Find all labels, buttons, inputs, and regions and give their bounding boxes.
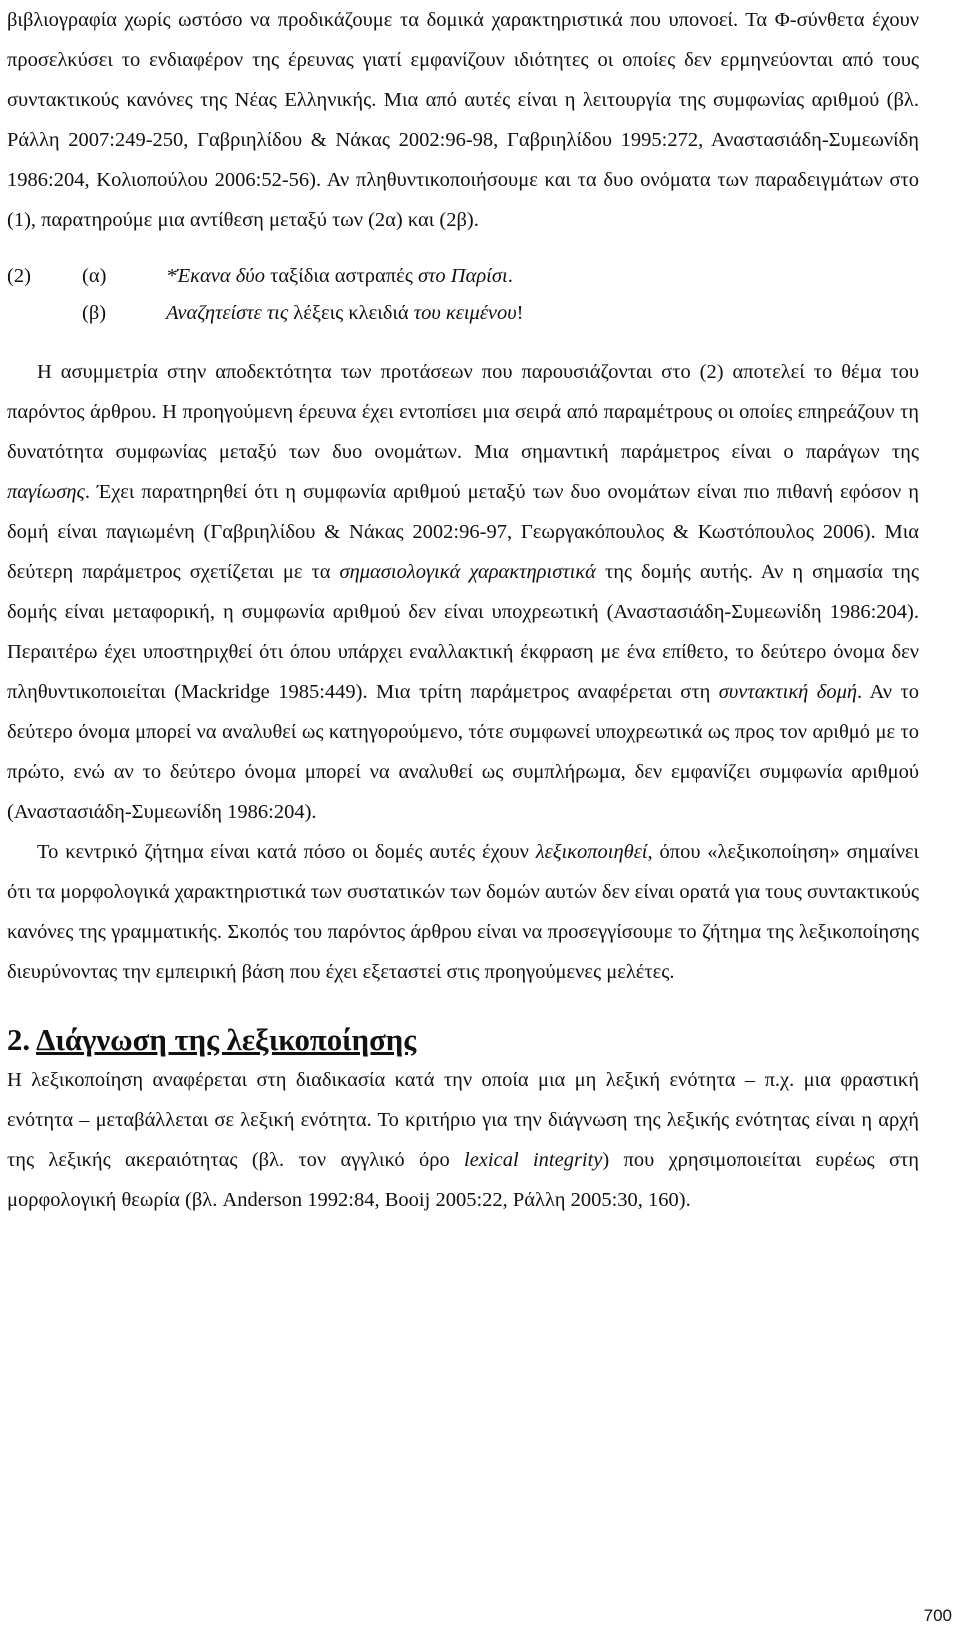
paragraph-intro-text: βιβλιογραφία χωρίς ωστόσο να προδικάζουμε τα δομικά χαρακτηριστικά που υπονοεί. Τα Φ-σύνθετα έχουν προσελκύσει το ενδιαφέρον της έρευνας γιατί εμφανίζουν ιδιότητες οι οποίες δεν ερμηνεύονται από τους συντακτικούς κανόνες της Νέας Ελληνικής. Μια από αυτές είναι η λειτουργία της συμφωνίας αριθμού (βλ. Ράλλη 2007:249-250, Γαβριηλίδου & Νάκας 2002:96-98, Γαβριηλίδου 1995:272, Αναστασιάδη-Συμεωνίδη 1986:204, Κολιοπούλου 2006:52-56). Αν πληθυντικοποιήσουμε και τα δυο ονόματα των παραδειγμάτων στο (1), παρατηρούμε μια αντίθεση μεταξύ των (2α) και (2β).	[7, 9, 919, 231]
paragraph-parameters-text-4: . Αν το δεύτερο όνομα μπορεί να αναλυθεί ως κατηγορούμενο, τότε συμφωνεί υποχρεωτικά ως προς τον αριθμό με το πρώτο, ενώ αν το δεύτερο όνομα μπορεί να αναλυθεί ως συμπλήρωμα, δεν εμφανίζει συμφωνία αριθμού (Αναστασιάδη-Συμεωνίδη 1986:204).	[7, 681, 919, 823]
example-a-part1: *Έκανα δύο	[166, 265, 265, 287]
example-a-part2: ταξίδια αστραπές	[264, 265, 418, 287]
document-page	[7, 0, 919, 1220]
paragraph-lexicalization	[7, 832, 919, 992]
paragraph-lexicalization-text-1: Το κεντρικό ζήτημα είναι κατά πόσο οι δομές αυτές έχουν	[37, 841, 536, 863]
example-a-part3: στο Παρίσι	[417, 265, 508, 287]
example-row-a	[7, 258, 919, 295]
term-syntactic-structure: συντακτική δομή	[718, 681, 858, 703]
paragraph-parameters-text-3: της δομής αυτής. Αν η σημασία της δομής είναι μεταφορική, η συμφωνία αριθμού δεν είναι υποχρεωτική (Αναστασιάδη-Συμεωνίδη 1986:204). Περαιτέρω έχει υποστηριχθεί ότι όπου υπάρχει εναλλακτική έκφραση με ένα επίθετο, το δεύτερο όνομα δεν πληθυντικοποιείται (Mackridge 1985:449). Μια τρίτη παράμετρος αναφέρεται στη	[7, 561, 919, 703]
paragraph-intro	[7, 0, 919, 240]
term-lexical-integrity: lexical integrity	[464, 1149, 603, 1171]
example-a-part4: .	[507, 265, 513, 287]
term-semantic-features: σημασιολογικά χαρακτηριστικά	[339, 561, 596, 583]
paragraph-parameters-text-1: Η ασυμμετρία στην αποδεκτότητα των προτάσεων που παρουσιάζονται στο (2) αποτελεί το θέμα του παρόντος άρθρου. Η προηγούμενη έρευνα έχει εντοπίσει μια σειρά από παραμέτρους οι οποίες επηρεάζουν τη δυνατότητα συμφωνίας μεταξύ των δυο ονομάτων. Μια σημαντική παράμετρος είναι ο παράγων της	[7, 361, 919, 463]
example-block	[7, 258, 919, 332]
example-label-b: (β)	[82, 302, 107, 324]
paragraph-diagnosis-text-2: ) που χρησιμοποιείται ευρέως στη μορφολογική θεωρία (βλ. Anderson 1992:84, Booij 2005:22, Ράλλη 2005:30, 160).	[7, 1149, 919, 1211]
section-title: Διάγνωση της λεξικοποίησης	[36, 1023, 417, 1057]
section-number: 2.	[7, 1023, 31, 1057]
section-heading	[7, 1020, 919, 1060]
spacer	[7, 992, 919, 1020]
paragraph-parameters	[7, 352, 919, 832]
page-number: 700	[923, 1606, 952, 1625]
example-row-b	[7, 295, 919, 332]
example-number: (2)	[7, 265, 31, 287]
paragraph-diagnosis-text-1: Η λεξικοποίηση αναφέρεται στη διαδικασία κατά την οποία μια μη λεξική ενότητα – π.χ. μια φραστική ενότητα – μεταβάλλεται σε λεξική ενότητα. Το κριτήριο για την διάγνωση της λεξικής ενότητας είναι η αρχή της λεξικής ακεραιότητας (βλ. τον αγγλικό όρο	[7, 1069, 919, 1171]
paragraph-lexicalization-text-2: , όπου «λεξικοποίηση» σημαίνει ότι τα μορφολογικά χαρακτηριστικά των συστατικών των δομών αυτών δεν είναι ορατά για τους συντακτικούς κανόνες της γραμματικής. Σκοπός του παρόντος άρθρου είναι να προσεγγίσουμε το ζήτημα της λεξικοποίησης διευρύνοντας την εμπειρική βάση που έχει εξεταστεί στις προηγούμενες μελέτες.	[7, 841, 919, 983]
term-pagiosi: παγίωσης	[7, 481, 85, 503]
paragraph-parameters-text-2: . Έχει παρατηρηθεί ότι η συμφωνία αριθμού μεταξύ των δυο ονομάτων είναι πιο πιθανή εφόσον η δομή είναι παγιωμένη (Γαβριηλίδου & Νάκας 2002:96-97, Γεωργακόπουλος & Κωστόπουλος 2006). Μια δεύτερη παράμετρος σχετίζεται με τα	[7, 481, 919, 583]
paragraph-diagnosis	[7, 1060, 919, 1220]
term-lexicalized: λεξικοποιηθεί	[535, 841, 648, 863]
example-b-part1: Αναζητείστε τις	[166, 302, 289, 324]
example-b-part4: !	[516, 302, 524, 324]
example-label-a: (α)	[82, 265, 107, 287]
example-b-part3: του κειμένου	[413, 302, 517, 324]
spacer	[7, 332, 919, 352]
spacer	[7, 240, 919, 258]
example-b-part2: λέξεις κλειδιά	[288, 302, 414, 324]
